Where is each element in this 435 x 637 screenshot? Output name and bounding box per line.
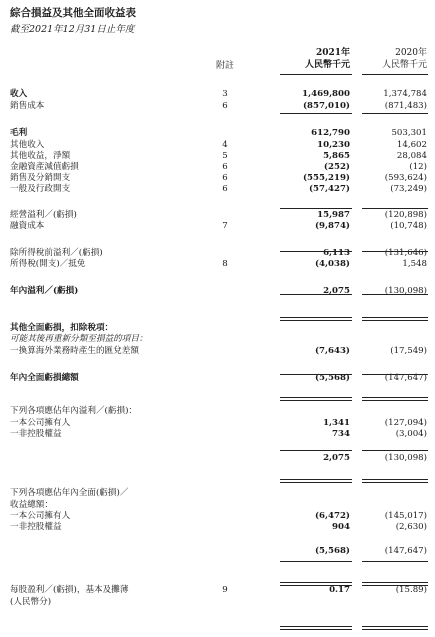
value-2020: (73,249) xyxy=(390,184,427,194)
statement-row xyxy=(0,89,435,100)
statement-row xyxy=(0,323,435,334)
value-2020: 1,374,784 xyxy=(383,89,427,99)
row-label: 一非控股權益 xyxy=(10,429,62,439)
row-label: 除所得稅前溢利／(虧損) xyxy=(10,248,103,258)
statement-row xyxy=(0,140,435,151)
row-note: 6 xyxy=(222,101,228,111)
column-2021-unit: 人民幣千元 xyxy=(304,60,350,70)
double-rule-top xyxy=(280,317,352,318)
value-2021: (555,219) xyxy=(302,173,350,183)
value-2020: (2,630) xyxy=(395,522,427,532)
value-2020: 28,084 xyxy=(396,151,427,161)
row-note: 6 xyxy=(222,162,228,172)
value-2021: 15,987 xyxy=(317,210,350,220)
value-2020: (120,898) xyxy=(384,210,427,220)
value-2020: (145,017) xyxy=(384,511,427,521)
row-label: 經營溢利／(虧損) xyxy=(10,210,77,220)
statement-row xyxy=(0,418,435,429)
double-rule-top xyxy=(280,626,352,627)
row-note: 7 xyxy=(222,221,228,231)
statement-row xyxy=(0,500,435,511)
subtotal-rule xyxy=(362,374,428,375)
column-2020-unit: 人民幣千元 xyxy=(381,60,427,70)
double-rule-top xyxy=(362,317,428,318)
value-2021: 6,113 xyxy=(323,248,350,258)
statement-row xyxy=(0,286,435,297)
statement-row xyxy=(0,522,435,533)
value-2020: (17,549) xyxy=(390,346,427,356)
subtotal-rule xyxy=(362,113,428,114)
value-2021: (4,038) xyxy=(314,259,350,269)
row-label: 一本公司擁有人 xyxy=(10,511,71,521)
double-rule-top xyxy=(362,582,428,583)
double-rule-bottom xyxy=(362,400,428,401)
value-2021: 612,790 xyxy=(311,128,350,138)
value-2021: 2,075 xyxy=(323,286,350,296)
row-label: 年內溢利／(虧損) xyxy=(10,286,79,296)
value-2021: (9,874) xyxy=(314,221,350,231)
statement-row xyxy=(0,101,435,112)
row-label: (人民幣分) xyxy=(10,597,52,607)
value-2021: (6,472) xyxy=(314,511,350,521)
statement-row xyxy=(0,184,435,195)
double-rule-bottom xyxy=(362,629,428,630)
value-2020: (130,098) xyxy=(384,286,427,296)
value-2021: 2,075 xyxy=(323,453,350,463)
row-note: 5 xyxy=(222,151,228,161)
value-2020: 1,548 xyxy=(402,259,427,269)
double-rule-bottom xyxy=(362,585,428,586)
statement-row xyxy=(0,173,435,184)
statement-row xyxy=(0,546,435,557)
row-label: 其他收益，淨額 xyxy=(10,151,71,161)
value-2020: 14,602 xyxy=(396,140,427,150)
value-2020: (871,483) xyxy=(384,101,427,111)
statement-row xyxy=(0,597,435,608)
row-label: 一本公司擁有人 xyxy=(10,418,71,428)
statement-row xyxy=(0,406,435,417)
statement-row xyxy=(0,151,435,162)
row-label: 一般及行政開支 xyxy=(10,184,71,194)
row-label: 其他全面虧損，扣除稅項： xyxy=(10,323,114,333)
value-2020: (12) xyxy=(409,162,427,172)
statement-row xyxy=(0,259,435,270)
subtotal-rule xyxy=(362,208,428,209)
row-note: 4 xyxy=(222,140,228,150)
row-label: 下列各項應佔年內全面(虧損)／ xyxy=(10,488,129,498)
value-2020: (3,004) xyxy=(395,429,427,439)
double-rule-top xyxy=(280,397,352,398)
double-rule-top xyxy=(280,479,352,480)
subtotal-rule xyxy=(362,561,428,562)
statement-row xyxy=(0,511,435,522)
double-rule-bottom xyxy=(362,320,428,321)
row-label: 下列各項應佔年內溢利／(虧損)： xyxy=(10,406,138,416)
note-column-header: 附註 xyxy=(215,61,234,71)
value-2020: (147,647) xyxy=(384,546,427,556)
double-rule-bottom xyxy=(280,629,352,630)
subtotal-rule xyxy=(280,294,352,295)
double-rule-bottom xyxy=(280,585,352,586)
row-note: 6 xyxy=(222,184,228,194)
value-2021: (252) xyxy=(323,162,350,172)
row-note: 6 xyxy=(222,173,228,183)
double-rule-bottom xyxy=(280,320,352,321)
row-label: 收入 xyxy=(10,89,28,99)
double-rule-top xyxy=(362,397,428,398)
statement-row xyxy=(0,162,435,173)
header-rule xyxy=(362,74,428,75)
row-label: 金融資產減值虧損 xyxy=(10,162,79,172)
row-label: 毛利 xyxy=(10,128,28,138)
statement-row xyxy=(0,429,435,440)
value-2020: (147,647) xyxy=(384,373,427,383)
statement-row xyxy=(0,221,435,232)
statement-row xyxy=(0,488,435,499)
value-2021: (5,568) xyxy=(314,373,350,383)
value-2021: (57,427) xyxy=(308,184,350,194)
row-note: 3 xyxy=(222,89,228,99)
row-label: 一換算海外業務時產生的匯兌差額 xyxy=(10,346,139,356)
value-2020: (131,646) xyxy=(384,248,427,258)
row-label: 收益總額： xyxy=(10,500,53,510)
double-rule-top xyxy=(362,479,428,480)
statement-row xyxy=(0,210,435,221)
value-2021: 10,230 xyxy=(317,140,350,150)
subtotal-rule xyxy=(280,374,352,375)
value-2020: (593,624) xyxy=(384,173,427,183)
value-2020: (127,094) xyxy=(384,418,427,428)
value-2020: 503,301 xyxy=(391,128,427,138)
double-rule-bottom xyxy=(362,482,428,483)
row-label: 融資成本 xyxy=(10,221,45,231)
double-rule-top xyxy=(280,582,352,583)
double-rule-top xyxy=(362,626,428,627)
value-2020: (10,748) xyxy=(390,221,427,231)
row-label: 每股盈利／(虧損)，基本及攤薄 xyxy=(10,585,129,595)
value-2021: 1,469,800 xyxy=(302,89,350,99)
row-label: 一非控股權益 xyxy=(10,522,62,532)
value-2020: (15.89) xyxy=(395,585,427,595)
subtotal-rule xyxy=(280,561,352,562)
subtotal-rule xyxy=(280,113,352,114)
subtotal-rule xyxy=(362,450,428,451)
row-label: 可能其後再重新分類至損益的項目： xyxy=(10,334,148,344)
row-note: 8 xyxy=(222,259,228,269)
row-label: 年內全面虧損總額 xyxy=(10,373,79,383)
subtotal-rule xyxy=(280,208,352,209)
column-2020-year: 2020年 xyxy=(395,48,427,58)
statement-period: 截至2021年12月31日止年度 xyxy=(10,24,135,35)
subtotal-rule xyxy=(362,251,428,252)
statement-row xyxy=(0,334,435,345)
value-2021: 0.17 xyxy=(329,585,350,595)
statement-row xyxy=(0,453,435,464)
double-rule-bottom xyxy=(280,482,352,483)
value-2021: 734 xyxy=(332,429,350,439)
value-2021: 904 xyxy=(332,522,350,532)
value-2021: 5,865 xyxy=(323,151,350,161)
row-label: 其他收入 xyxy=(10,140,45,150)
subtotal-rule xyxy=(280,450,352,451)
statement-row xyxy=(0,248,435,259)
value-2020: (130,098) xyxy=(384,453,427,463)
subtotal-rule xyxy=(362,294,428,295)
double-rule-bottom xyxy=(280,400,352,401)
value-2021: 1,341 xyxy=(323,418,350,428)
statement-row xyxy=(0,128,435,139)
value-2021: (7,643) xyxy=(314,346,350,356)
row-label: 銷售成本 xyxy=(10,101,45,111)
value-2021: (857,010) xyxy=(302,101,350,111)
statement-row xyxy=(0,346,435,357)
value-2021: (5,568) xyxy=(314,546,350,556)
statement-title: 綜合損益及其他全面收益表 xyxy=(10,7,136,19)
subtotal-rule xyxy=(280,251,352,252)
statement-row xyxy=(0,585,435,596)
column-2021-year: 2021年 xyxy=(315,48,350,58)
row-label: 所得稅(開支)／抵免 xyxy=(10,259,86,269)
row-note: 9 xyxy=(222,585,228,595)
header-rule xyxy=(280,74,352,75)
row-label: 銷售及分銷開支 xyxy=(10,173,71,183)
